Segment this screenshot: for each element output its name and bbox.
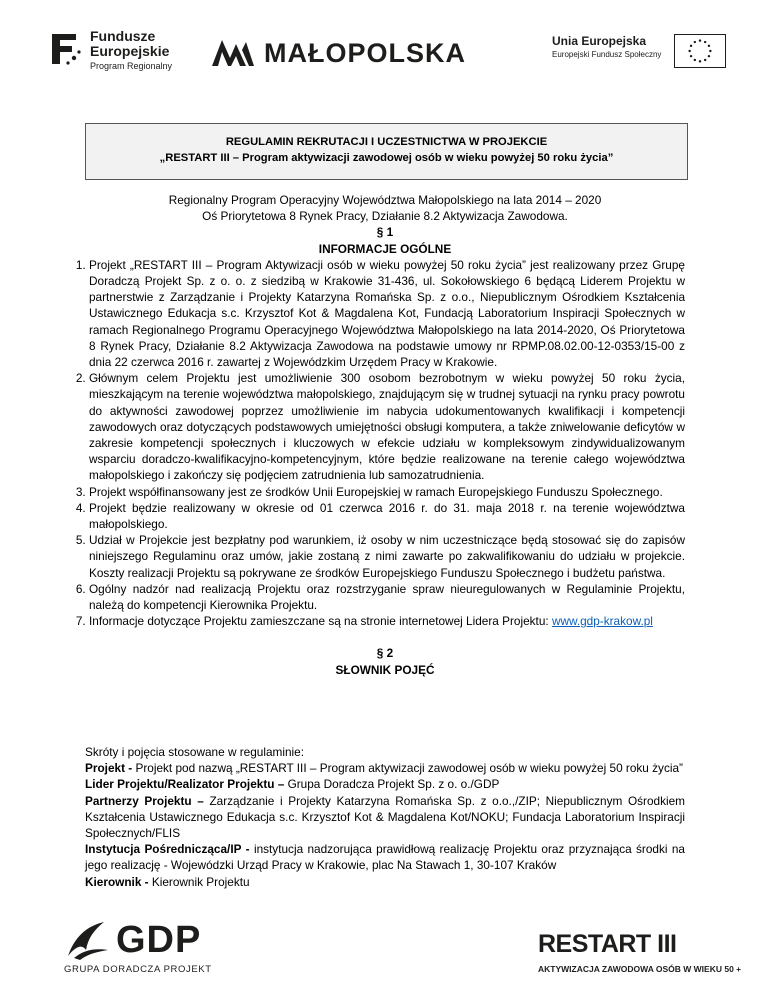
glossary-intro: Skróty i pojęcia stosowane w regulaminie:	[85, 745, 305, 759]
glossary-entry	[85, 874, 685, 890]
glossary-term: Instytucja Pośrednicząca/IP -	[85, 842, 254, 857]
section1-number: § 1	[376, 225, 394, 240]
glossary-definition: Grupa Doradcza Projekt Sp. z o. o./GDP	[287, 777, 500, 792]
glossary-term: Partnerzy Projektu –	[85, 793, 210, 808]
intro-line-2: Oś Priorytetowa 8 Rynek Pracy, Działanie 8.2 Aktywizacja Zawodowa.	[202, 209, 568, 224]
gdp-logo	[64, 920, 224, 976]
glossary-definition: Kierownik Projektu	[151, 874, 250, 889]
document-body	[85, 192, 685, 678]
unia-europejska-logo	[548, 34, 738, 68]
fundusze-europejskie-logo	[50, 28, 190, 72]
intro-line-1: Regionalny Program Operacyjny Województwa Małopolskiego na lata 2014 – 2020	[168, 193, 602, 207]
list-item: 2. Głównym celem Projektu jest umożliwienie 300 osobom bezrobotnym w wieku powyżej 50 roku życia, mieszkającym na terenie województwa małopolskiego, znajdującym się w trudnej sytuacji na rynku pracy powrotu do aktywności zawodowej poprzez umożliwienie im nabycia udokumentowanych kwalifikacji i kompetencji zawodowych oraz dotyczących podstawowych umiejętności obsługi komputera, a także zniwelowanie deficytów w zakresie kompetencji społecznych i kluczowych w efekcie udziału w kompleksowym zindywidualizowanym wsparciu doradczo-kwalifikacyjno-kompetencyjnym, które będzie realizowane na terenie całego województwa małopolskiego i zakończy się podjęciem zatrudnienia lub samozatrudnienia.	[89, 370, 685, 483]
glossary-entry	[85, 776, 685, 792]
glossary	[85, 744, 685, 890]
section2-number: § 2	[376, 646, 394, 661]
list-item: 6. Ogólny nadzór nad realizacją Projektu oraz rozstrzyganie spraw nieuregulowanych w Regulaminie Projektu, należą do kompetencji Kierownika Projektu.	[89, 581, 685, 613]
malopolska-wordmark: MAŁOPOLSKA	[264, 38, 466, 68]
glossary-term: Lider Projektu/Realizator Projektu –	[85, 777, 288, 792]
restart-logo	[538, 930, 742, 978]
restart-wordmark: RESTART III	[538, 930, 677, 958]
document-title: REGULAMIN REKRUTACJI I UCZESTNICTWA W PROJEKCIE	[225, 136, 548, 148]
gdp-wing-icon	[64, 920, 110, 960]
glossary-entry	[85, 760, 685, 776]
gdp-tagline: GRUPA DORADCZA PROJEKT	[64, 964, 212, 975]
fe-logo-line1: Fundusze	[90, 28, 156, 44]
section1-heading: INFORMACJE OGÓLNE	[318, 241, 452, 256]
section1-list	[63, 257, 685, 630]
glossary-term: Kierownik -	[85, 874, 152, 889]
list-item: 3. Projekt współfinansowany jest ze środków Unii Europejskiej w ramach Europejskiego Funduszu Społecznego.	[89, 484, 685, 500]
gdp-wordmark: GDP	[116, 919, 202, 961]
malopolska-logo	[212, 36, 512, 70]
website-link[interactable]: www.gdp-krakow.pl	[551, 614, 653, 629]
list-item: 4. Projekt będzie realizowany w okresie od 01 czerwca 2016 r. do 31. maja 2018 r. na terenie województwa małopolskiego.	[89, 500, 685, 532]
glossary-term: Projekt -	[85, 761, 136, 776]
list-item: 1. Projekt „RESTART III – Program Aktywizacji osób w wieku powyżej 50 roku życia” jest realizowany przez Grupę Doradczą Projekt Sp. z o. o. z siedzibą w Krakowie 31-436, ul. Sokołowskiego 6 będącą Liderem Projektu w partnerstwie z Zarządzanie i Projekty Katarzyna Romańska Sp. z o.o., Niepublicznym Ośrodkiem Kształcenia Ustawicznego Edukacja s.c. Krzysztof Kot & Magdalena Kot, Fundacją Laboratorium Inspiracji Społecznych w ramach Regionalnego Programu Operacyjnego Województwa Małopolskiego na lata 2014-2020, Oś Priorytetowa 8 Rynek Pracy, Działanie 8.2 Aktywizacja Zawodowa na podstawie umowy nr RPMP.08.02.00-12-0353/15-00 z dnia 22 czerwca 2016 r. zawartej z Wojewódzkim Urzędem Pracy w Krakowie.	[89, 257, 685, 370]
fe-stars-mark-icon	[50, 30, 82, 68]
section2-heading: SŁOWNIK POJĘĆ	[335, 662, 435, 677]
restart-tagline: AKTYWIZACJA ZAWODOWA OSÓB W WIEKU 50 +	[538, 964, 742, 974]
fe-logo-line3: Program Regionalny	[90, 61, 173, 71]
malopolska-mountains-icon	[212, 36, 254, 66]
glossary-definition: Projekt pod nazwą „RESTART III – Program aktywizacji zawodowej osób w wieku powyżej 50 roku życia”	[135, 761, 683, 776]
ue-logo-line1: Unia Europejska	[552, 34, 647, 48]
glossary-entry	[85, 841, 685, 873]
list-item-text: Informacje dotyczące Projektu zamieszczane są na stronie internetowej Lidera Projektu:	[89, 614, 552, 629]
ue-logo-line2: Europejski Fundusz Społeczny	[552, 50, 662, 59]
glossary-definition: Zarządzanie i Projekty Katarzyna Romańska Sp. z o.o.,/ZIP; Niepublicznym Ośrodkiem Kształcenia Ustawicznego Edukacja s.c. Krzysztof Kot & Magdalena Kot/NOKU; Fundacja Laboratorium Inspiracji Społecznych/FLIS	[85, 793, 686, 841]
document-subtitle: „RESTART III – Program aktywizacji zawodowej osób w wieku powyżej 50 roku życia”	[159, 152, 614, 164]
glossary-definition: instytucja nadzorująca prawidłową realizację Projektu oraz przyznająca środki na jego realizację - Wojewódzki Urząd Pracy w Krakowie, plac Na Stawach 1, 30-107 Kraków	[85, 842, 685, 873]
glossary-entry	[85, 793, 685, 842]
eu-flag-icon	[674, 34, 726, 68]
list-item: 5. Udział w Projekcie jest bezpłatny pod warunkiem, iż osoby w nim uczestniczące będą stosować się do zapisów niniejszego Regulaminu oraz umów, jakie zostaną z nimi zawarte po zakwalifikowaniu do udziału w projekcie. Koszty realizacji Projektu są pokrywane ze środków Europejskiego Funduszu Społecznego i budżetu państwa.	[89, 532, 685, 581]
fe-logo-line2: Europejskie	[90, 43, 170, 59]
list-item	[89, 613, 685, 629]
document-title-box	[85, 123, 688, 180]
